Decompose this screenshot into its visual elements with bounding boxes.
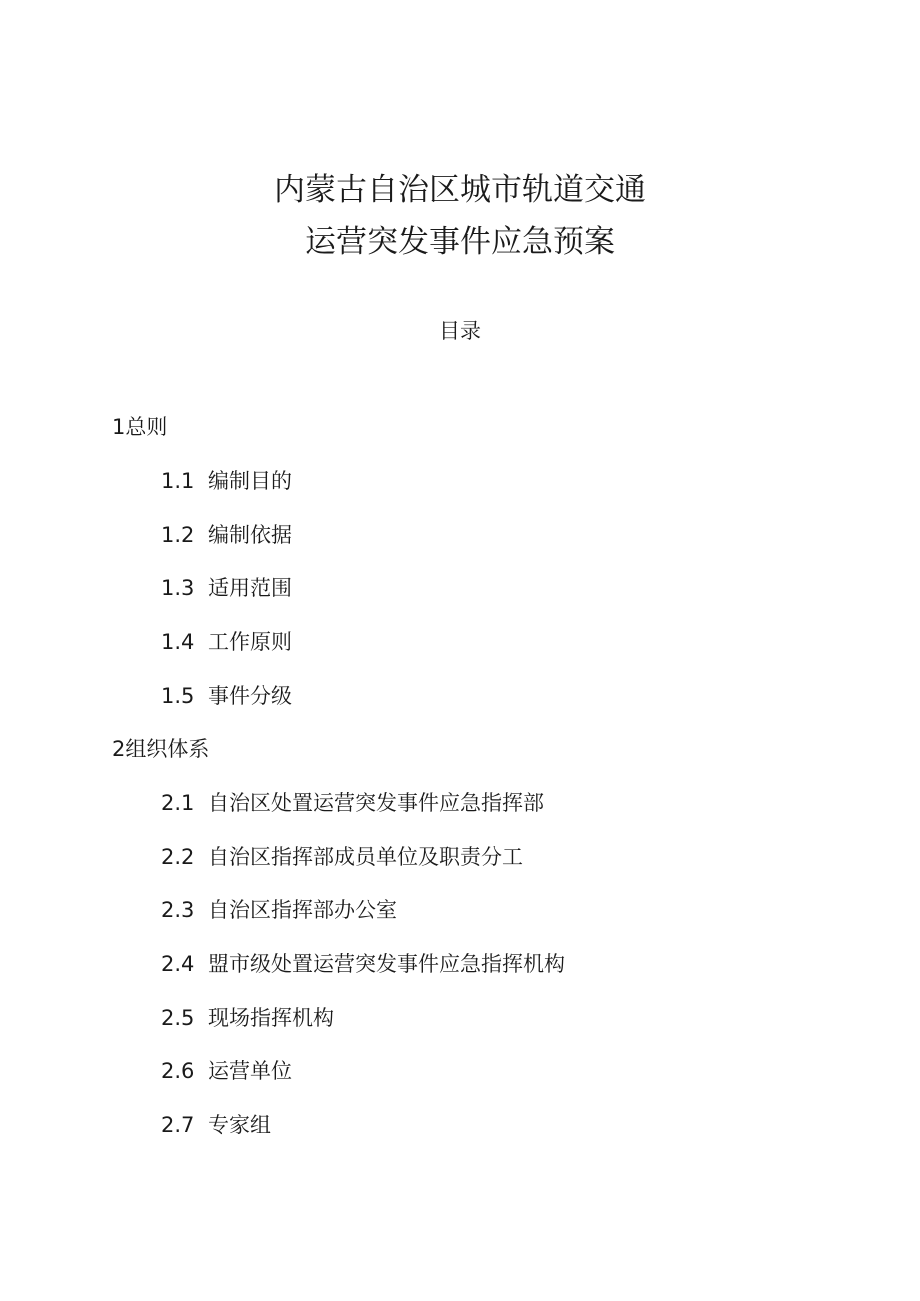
toc-entry bbox=[161, 520, 292, 550]
toc-entry-title: 运营单位 bbox=[208, 1059, 292, 1083]
toc-entry bbox=[161, 1110, 271, 1140]
toc-entry-title: 工作原则 bbox=[208, 630, 292, 654]
toc-entry-title: 适用范围 bbox=[208, 576, 292, 600]
toc-entry-number: 2.7 bbox=[161, 1113, 195, 1137]
toc-entry-number: 1.2 bbox=[161, 523, 195, 547]
toc-entry-number: 2.5 bbox=[161, 1006, 195, 1030]
toc-entry-title: 盟市级处置运营突发事件应急指挥机构 bbox=[208, 952, 565, 976]
toc-entry bbox=[161, 1003, 334, 1033]
toc-chapter-1: 1总则 bbox=[112, 415, 168, 439]
toc-entry bbox=[161, 1056, 292, 1086]
toc-entry-title: 自治区指挥部办公室 bbox=[208, 898, 397, 922]
toc-heading: 目录 bbox=[439, 319, 481, 343]
toc-entry-title: 自治区处置运营突发事件应急指挥部 bbox=[208, 791, 544, 815]
toc-entry-title: 事件分级 bbox=[208, 684, 292, 708]
toc-chapter-2: 2组织体系 bbox=[112, 737, 210, 761]
toc-entry-number: 1.4 bbox=[161, 630, 195, 654]
toc-entry-title: 现场指挥机构 bbox=[208, 1006, 334, 1030]
toc-entry bbox=[161, 895, 397, 925]
toc-entry bbox=[161, 788, 544, 818]
toc-entry-title: 编制依据 bbox=[208, 523, 292, 547]
title-line-2: 运营突发事件应急预案 bbox=[305, 224, 615, 260]
toc-entry-number: 1.5 bbox=[161, 684, 195, 708]
toc-entry-number: 2.4 bbox=[161, 952, 195, 976]
toc-entry-title: 专家组 bbox=[208, 1113, 271, 1137]
toc-entry-number: 1.3 bbox=[161, 576, 195, 600]
toc-entry bbox=[161, 627, 292, 657]
toc-entry bbox=[161, 466, 292, 496]
toc-entry bbox=[161, 573, 292, 603]
title-line-1: 内蒙古自治区城市轨道交通 bbox=[274, 172, 646, 208]
toc-entry-number: 2.2 bbox=[161, 845, 195, 869]
toc-entry-number: 1.1 bbox=[161, 469, 195, 493]
toc-entry-number: 2.1 bbox=[161, 791, 195, 815]
toc-entry bbox=[161, 949, 565, 979]
toc-entry bbox=[161, 681, 292, 711]
toc-entry-title: 自治区指挥部成员单位及职责分工 bbox=[208, 845, 523, 869]
toc-entry-number: 2.3 bbox=[161, 898, 195, 922]
toc-entry bbox=[161, 842, 523, 872]
toc-entry-title: 编制目的 bbox=[208, 469, 292, 493]
toc-entry-number: 2.6 bbox=[161, 1059, 195, 1083]
